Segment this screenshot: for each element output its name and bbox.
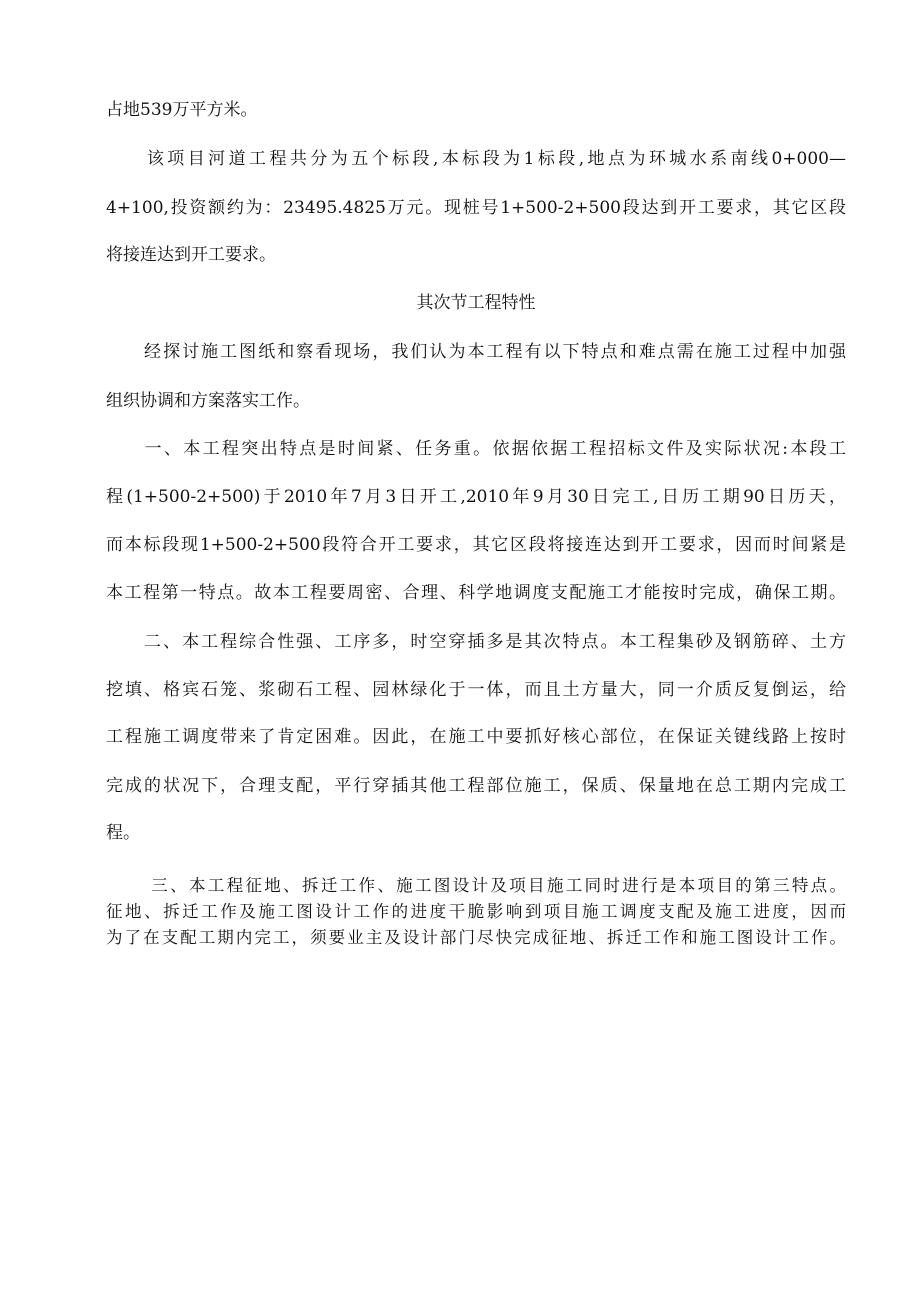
paragraph-line: 完成的状况下，合理支配，平行穿插其他工程部位施工，保质、保量地在总工期内完成工 <box>106 776 846 796</box>
paragraph-line: 挖填、格宾石笼、浆砌石工程、园林绿化于一体，而且土方量大，同一介质反复倒运，给 <box>106 680 846 700</box>
paragraph-line: 工程施工调度带来了肯定困难。因此，在施工中要抓好核心部位，在保证关键线路上按时 <box>106 727 846 747</box>
paragraph-line: 该项目河道工程共分为五个标段,本标段为1标段,地点为环城水系南线0+000— <box>106 149 846 169</box>
paragraph-line: 组织协调和方案落实工作。 <box>106 391 310 411</box>
paragraph-line: 三、本工程征地、拆迁工作、施工图设计及项目施工同时进行是本项目的第三特点。 <box>106 876 846 895</box>
paragraph-line: 征地、拆迁工作及施工图设计工作的进度干脆影响到项目施工调度支配及施工进度，因而 <box>106 902 846 921</box>
paragraph-line: 4+100,投资额约为：23495.4825万元。现桩号1+500-2+500段达到开工要求，其它区段 <box>106 198 846 218</box>
paragraph-line: 经探讨施工图纸和察看现场，我们认为本工程有以下特点和难点需在施工过程中加强 <box>106 342 846 362</box>
section-heading: 其次节工程特性 <box>416 293 536 313</box>
paragraph-line: 二、本工程综合性强、工序多，时空穿插多是其次特点。本工程集砂及钢筋碎、土方 <box>106 632 846 652</box>
paragraph-line: 为了在支配工期内完工，须要业主及设计部门尽快完成征地、拆迁工作和施工图设计工作。 <box>106 928 846 947</box>
paragraph-line: 程(1+500-2+500)于2010年7月3日开工,2010年9月30日完工,日历工期90日历天， <box>106 487 846 507</box>
paragraph-line: 一、本工程突出特点是时间紧、任务重。依据依据工程招标文件及实际状况:本段工 <box>106 439 846 459</box>
paragraph-line: 本工程第一特点。故本工程要周密、合理、科学地调度支配施工才能按时完成，确保工期。 <box>106 583 846 603</box>
paragraph-line: 占地539万平方米。 <box>106 100 258 120</box>
paragraph-line: 程。 <box>106 823 140 843</box>
paragraph-line: 将接连达到开工要求。 <box>106 245 276 265</box>
paragraph-line: 而本标段现1+500-2+500段符合开工要求，其它区段将接连达到开工要求，因而时间紧是 <box>106 535 846 555</box>
